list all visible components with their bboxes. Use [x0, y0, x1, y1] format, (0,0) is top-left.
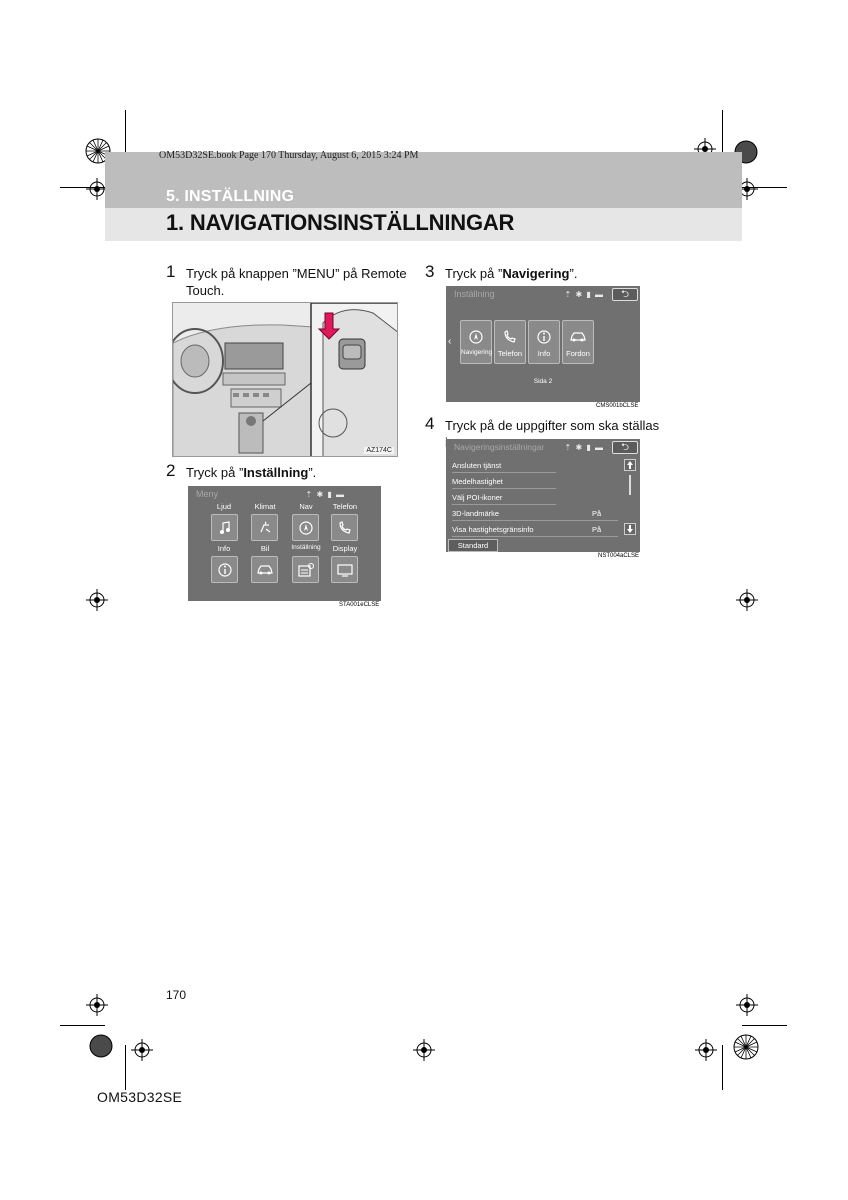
registration-target-icon	[733, 1034, 759, 1060]
step-2: 2 Tryck på ”Inställning”.	[166, 461, 317, 480]
tile-label: Navigering	[461, 349, 493, 356]
menu-label-phone: Telefon	[332, 502, 358, 511]
status-icons: ⇡ ✱ ▮ ▬	[305, 490, 345, 499]
menu-label-settings: Inställning	[291, 544, 321, 551]
info-icon	[217, 562, 233, 578]
navigation-compass-icon	[468, 329, 484, 345]
menu-label-climate: Klimat	[254, 502, 276, 511]
status-icons: ⇡ ✱ ▮ ▬	[564, 443, 604, 452]
row-divider	[452, 504, 556, 505]
crosshair-icon	[413, 1039, 435, 1061]
page-number: 170	[166, 988, 187, 1002]
menu-label-nav: Nav	[299, 502, 313, 511]
crosshair-icon	[86, 994, 108, 1016]
phone-settings-button[interactable]	[494, 320, 526, 364]
climate-button[interactable]	[251, 514, 278, 541]
menu-label-car: Bil	[260, 544, 270, 553]
previous-page-button[interactable]: ‹	[448, 336, 452, 347]
step-3: 3 Tryck på ”Navigering”.	[425, 262, 578, 281]
status-icons: ⇡ ✱ ▮ ▬	[564, 290, 604, 299]
crosshair-icon	[86, 589, 108, 611]
phone-button[interactable]	[331, 514, 358, 541]
menu-label-info: Info	[217, 544, 231, 553]
phone-icon	[337, 520, 353, 536]
navigation-compass-icon	[298, 520, 314, 536]
scrollbar-thumb[interactable]	[629, 475, 631, 495]
climate-seat-icon	[257, 520, 273, 536]
crosshair-icon	[736, 589, 758, 611]
document-code: OM53D32SE	[97, 1089, 183, 1105]
step-text: Tryck på knappen ”MENU” på Remote Touch.	[186, 266, 407, 298]
tile-label: Telefon	[497, 349, 523, 358]
row-divider	[452, 488, 556, 489]
info-settings-button[interactable]	[528, 320, 560, 364]
print-header: OM53D32SE.book Page 170 Thursday, August 6, 2015 3:24 PM	[159, 150, 419, 161]
vehicle-settings-button[interactable]	[562, 320, 594, 364]
section-label: 5. INSTÄLLNING	[166, 188, 295, 205]
row-divider	[452, 472, 556, 473]
figure-code: CMS001bCLSE	[596, 403, 639, 409]
average-speed-option[interactable]: Medelhastighet	[452, 477, 503, 486]
display-icon	[336, 562, 354, 578]
speed-limit-info-value: På	[592, 525, 602, 534]
scroll-up-arrow-icon	[627, 461, 633, 469]
row-divider	[452, 536, 618, 537]
dashboard-photo	[172, 302, 398, 457]
menu-screen	[188, 486, 381, 601]
screen-title: Inställning	[454, 289, 495, 299]
navigation-settings-screen	[446, 439, 640, 552]
display-button[interactable]	[331, 556, 358, 583]
navigation-settings-button[interactable]	[460, 320, 492, 364]
step-1	[166, 262, 411, 299]
info-icon	[536, 329, 552, 345]
page-title: 1. NAVIGATIONSINSTÄLLNINGAR	[166, 210, 515, 235]
3d-landmark-value: På	[592, 509, 602, 518]
scroll-down-arrow-icon	[627, 525, 633, 533]
crosshair-icon	[695, 1039, 717, 1061]
tile-label: Info	[537, 349, 551, 358]
figure-code: NST004aCLSE	[598, 553, 640, 559]
crosshair-icon	[736, 994, 758, 1016]
page-indicator: Sida 2	[533, 378, 553, 385]
car-icon	[256, 563, 274, 577]
step-keyword: Inställning	[243, 465, 309, 480]
step-text: Tryck på de uppgifter som ska ställas	[445, 418, 660, 433]
step-number: 3	[425, 262, 435, 281]
figure-code: STA001eCLSE	[339, 602, 380, 608]
audio-button[interactable]	[211, 514, 238, 541]
menu-label-display: Display	[332, 544, 358, 553]
3d-landmark-option[interactable]: 3D-landmärke	[452, 509, 500, 518]
speed-limit-info-option[interactable]: Visa hastighetsgränsinfo	[452, 525, 534, 534]
figure-code: AZ174C	[366, 447, 392, 454]
music-note-icon	[217, 520, 233, 536]
tile-label: Fordon	[566, 349, 590, 358]
row-divider	[452, 520, 618, 521]
scroll-up-button[interactable]	[624, 459, 636, 471]
registration-dot-icon	[89, 1034, 113, 1058]
car-button[interactable]	[251, 556, 278, 583]
connected-service-option[interactable]: Ansluten tjänst	[452, 461, 502, 470]
nav-button[interactable]	[292, 514, 319, 541]
settings-button[interactable]	[292, 556, 319, 583]
screen-title: Meny	[196, 489, 219, 499]
car-icon	[569, 330, 587, 344]
back-button[interactable]: ⮌	[612, 441, 638, 454]
settings-icon	[297, 562, 315, 578]
poi-icons-option[interactable]: Välj POI-ikoner	[452, 493, 503, 502]
step-number: 4	[425, 414, 435, 433]
step-number: 2	[166, 461, 176, 480]
step-keyword: Navigering	[502, 266, 570, 281]
menu-label-audio: Ljud	[216, 502, 232, 511]
back-button[interactable]: ⮌	[612, 288, 638, 301]
standard-button[interactable]: Standard	[448, 539, 498, 552]
phone-icon	[502, 329, 518, 345]
step-number: 1	[166, 262, 176, 281]
screen-title: Navigeringsinställningar	[454, 442, 545, 452]
settings-screen	[446, 286, 640, 402]
crosshair-icon	[131, 1039, 153, 1061]
scroll-down-button[interactable]	[624, 523, 636, 535]
info-button[interactable]	[211, 556, 238, 583]
